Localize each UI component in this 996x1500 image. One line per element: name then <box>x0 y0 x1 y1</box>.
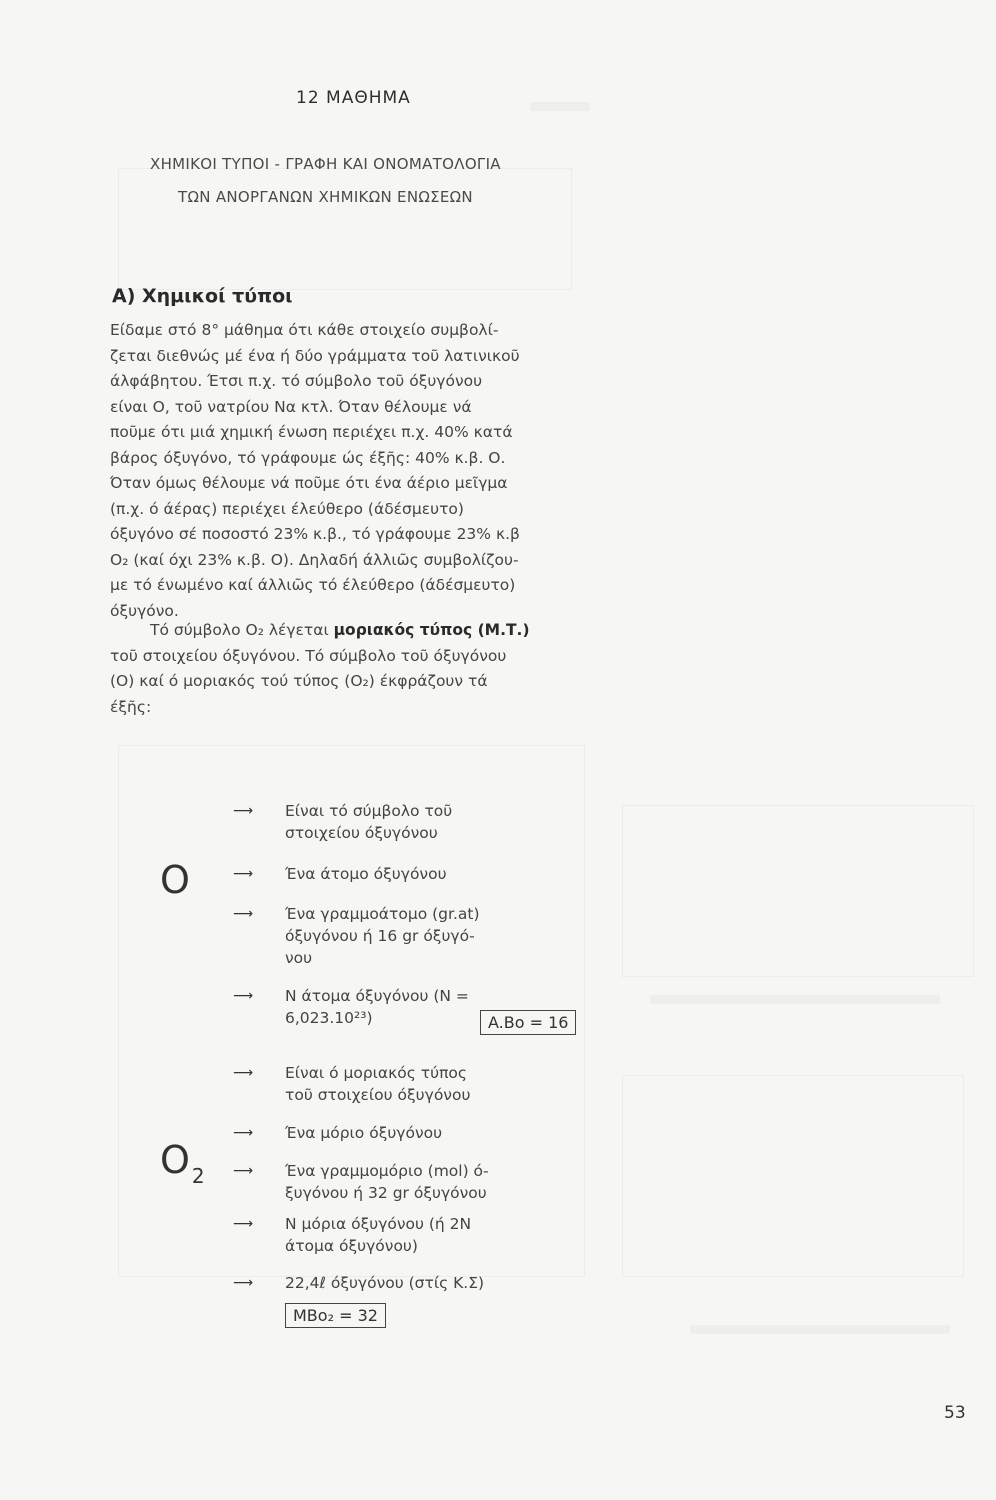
oxygen-molecule-meaning-item <box>233 1160 489 1204</box>
text-line: N άτομα όξυγόνου (N = <box>285 987 469 1005</box>
text-line: Ένα μόριο όξυγόνου <box>285 1124 443 1142</box>
oxygen-meaning-item <box>233 903 480 969</box>
arrow-icon: ⟶ <box>233 866 254 882</box>
atomic-weight-box: A.Bo = 16 <box>480 1010 576 1035</box>
text-line: τοῦ στοιχείου όξυγόνου <box>285 1086 471 1104</box>
symbol-oxygen-molecule <box>160 1138 205 1188</box>
section-heading: Α) Χημικοί τύποι <box>112 285 293 307</box>
arrow-icon: ⟶ <box>233 988 254 1004</box>
subtitle-line-1: ΧΗΜΙΚΟΙ ΤΥΠΟΙ - ΓΡΑΦΗ ΚΑΙ ΟΝΟΜΑΤΟΛΟΓΙΑ <box>150 155 501 173</box>
oxygen-molecule-meaning-item <box>233 1213 472 1257</box>
arrow-icon: ⟶ <box>233 1275 254 1291</box>
arrow-icon: ⟶ <box>233 906 254 922</box>
text-line: βάρος όξυγόνο, τό γράφουμε ώς έξῆς: 40% κ.β. Ο. <box>110 448 506 467</box>
bleed-through-table <box>118 168 572 290</box>
text-line: όξυγόνου ή 16 gr όξυγό- <box>285 927 475 945</box>
text-line: νου <box>285 949 313 967</box>
symbol-oxygen: O <box>160 858 190 902</box>
oxygen-meaning-item <box>233 985 469 1029</box>
text-line: 22,4ℓ όξυγόνου (στίς Κ.Σ) <box>285 1274 485 1292</box>
page-number: 53 <box>944 1403 966 1423</box>
term-molecular-formula: μοριακός τύπος (Μ.Τ.) <box>333 621 530 639</box>
bleed-through-text <box>650 995 940 1004</box>
text-line: άλφάβητου. Έτσι π.χ. τό σύμβολο τοῦ όξυγόνου <box>110 372 483 390</box>
paragraph-1 <box>110 318 590 624</box>
bleed-through-table <box>622 805 974 977</box>
text-line: 6,023.10²³) <box>285 1009 373 1027</box>
text-line: με τό ένωμένο καί άλλιῶς τό έλεύθερο (άδέσμευτο) <box>110 576 516 594</box>
symbol-subscript: 2 <box>191 1164 205 1188</box>
bleed-through-table <box>622 1075 964 1277</box>
text-line: Είδαμε στό 8° μάθημα ότι κάθε στοιχείο συμβολί- <box>110 321 499 339</box>
symbol-base: O <box>160 1138 190 1182</box>
text-line: N μόρια όξυγόνου (ή 2N <box>285 1215 472 1233</box>
text-line: Ένα γραμμομόριο (mol) ό- <box>285 1162 489 1180</box>
arrow-icon: ⟶ <box>233 1163 254 1179</box>
oxygen-molecule-meaning-item <box>233 1122 443 1144</box>
bleed-through-text <box>530 102 590 111</box>
text-line: όξυγόνο σέ ποσοστό 23% κ.β., τό γράφουμε 23% κ.β <box>110 525 520 543</box>
oxygen-meaning-item <box>233 800 453 844</box>
text-line: ποῦμε ότι μιά χημική ένωση περιέχει π.χ. 40% κατά <box>110 423 513 441</box>
text-line: Ένα άτομο όξυγόνου <box>285 865 447 883</box>
text-line: ζεται διεθνώς μέ ένα ή δύο γράμματα τοῦ λατινικοῦ <box>110 346 520 365</box>
text-line: όξυγόνο. <box>110 601 179 620</box>
arrow-icon: ⟶ <box>233 803 254 819</box>
text-line: άτομα όξυγόνου) <box>285 1237 418 1255</box>
text-line: Όταν όμως θέλουμε νά ποῦμε ότι ένα άέριο μεῖγμα <box>110 474 508 492</box>
bleed-through-text <box>690 1325 950 1334</box>
subtitle-line-2: ΤΩΝ ΑΝΟΡΓΑΝΩΝ ΧΗΜΙΚΩΝ ΕΝΩΣΕΩΝ <box>178 188 473 206</box>
lesson-title: 12 ΜΑΘΗΜΑ <box>296 88 411 108</box>
text-line: τοῦ στοιχείου όξυγόνου. Τό σύμβολο τοῦ όξυγόνου <box>110 646 507 665</box>
text-line: Είναι τό σύμβολο τοῦ <box>285 802 453 820</box>
text-line: έξῆς: <box>110 697 152 716</box>
arrow-icon: ⟶ <box>233 1065 254 1081</box>
text-line: (Ο) καί ό μοριακός τού τύπος (O₂) έκφράζουν τά <box>110 672 488 690</box>
oxygen-meaning-item <box>233 863 447 885</box>
paragraph-2 <box>110 618 590 720</box>
oxygen-molecule-meaning-item <box>233 1272 485 1294</box>
oxygen-molecule-meaning-item <box>233 1062 471 1106</box>
molecular-weight-box: MBo₂ = 32 <box>285 1303 386 1328</box>
text-line: Είναι ό μοριακός τύπος <box>285 1064 467 1082</box>
text-line: στοιχείου όξυγόνου <box>285 824 438 842</box>
text-line: (π.χ. ό άέρας) περιέχει έλεύθερο (άδέσμευτο) <box>110 499 464 518</box>
text-line <box>110 618 590 644</box>
text-line: O₂ (καί όχι 23% κ.β. Ο). Δηλαδή άλλιῶς συμβολίζου- <box>110 550 519 569</box>
text-run: Τό σύμβολο O₂ λέγεται <box>150 621 334 639</box>
text-line: Ένα γραμμοάτομο (gr.at) <box>285 905 480 923</box>
text-line: ξυγόνου ή 32 gr όξυγόνου <box>285 1184 487 1202</box>
arrow-icon: ⟶ <box>233 1125 254 1141</box>
arrow-icon: ⟶ <box>233 1216 254 1232</box>
text-line: είναι Ο, τοῦ νατρίου Να κτλ. Όταν θέλουμε νά <box>110 397 472 416</box>
